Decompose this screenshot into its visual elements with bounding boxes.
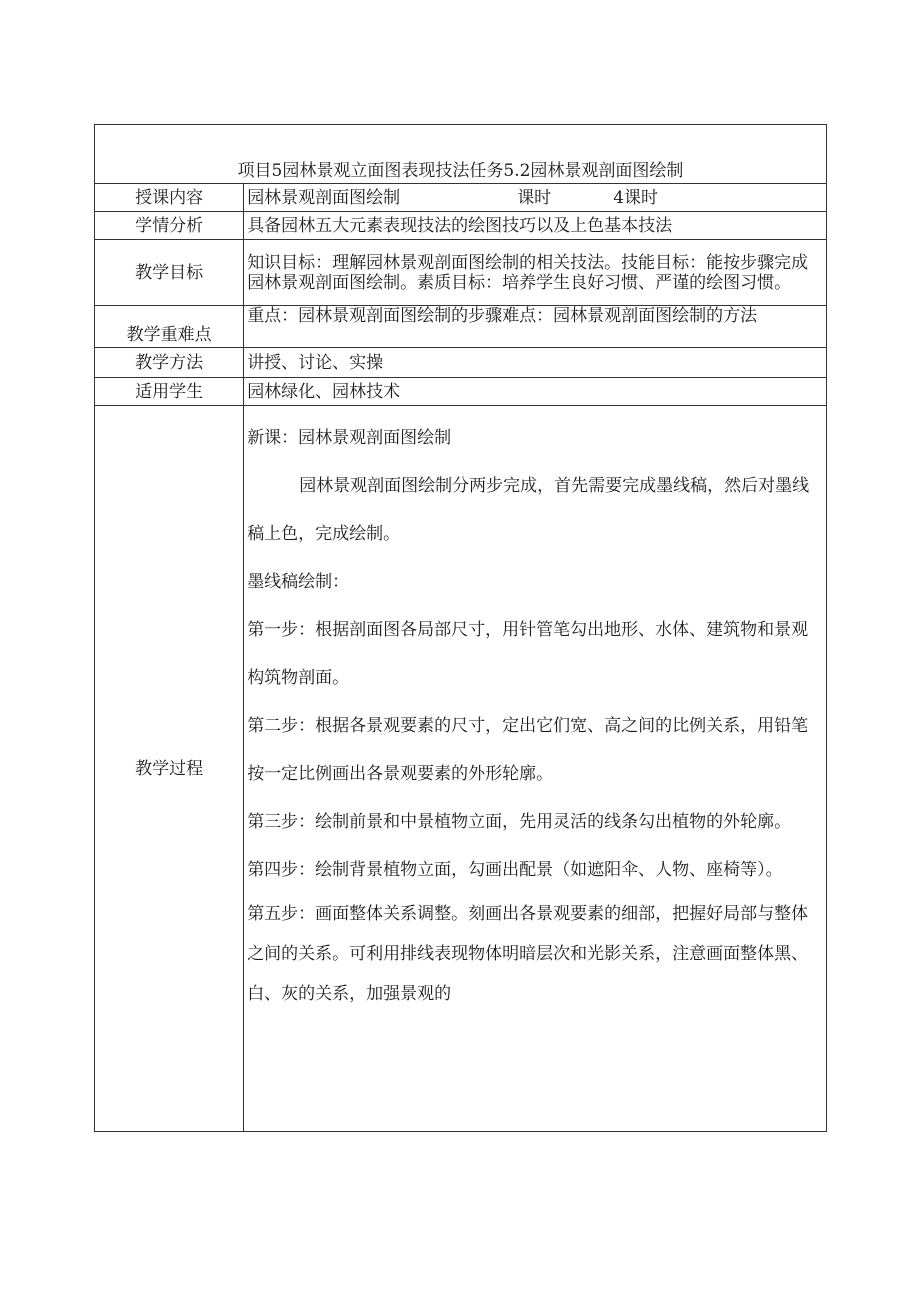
label-analysis: 学情分析 bbox=[95, 212, 244, 240]
row-method bbox=[95, 348, 827, 378]
label-goals: 教学目标 bbox=[95, 240, 244, 306]
method-value: 讲授、讨论、实操 bbox=[244, 348, 827, 378]
process-paragraph: 第三步：绘制前景和中景植物立面，先用灵活的线条勾出植物的外轮廓。 bbox=[247, 812, 792, 832]
document-title: 项目5园林景观立面图表现技法任务5.2园林景观剖面图绘制 bbox=[95, 125, 827, 184]
title-row bbox=[95, 125, 827, 184]
students-value: 园林绿化、园林技术 bbox=[244, 378, 827, 406]
process-paragraph: 第五步：画面整体关系调整。刻画出各景观要素的细部，把握好局部与整体之间的关系。可利用排线表现物体明暗层次和光影关系，注意画面整体黑、白、灰的关系，加强景观的 bbox=[247, 904, 809, 1004]
row-keypoints bbox=[95, 306, 827, 348]
process-paragraph: 第四步：绘制背景植物立面，勾画出配景（如遮阳伞、人物、座椅等）。 bbox=[247, 860, 783, 880]
row-analysis bbox=[95, 212, 827, 240]
process-content bbox=[244, 406, 827, 1132]
process-paragraph: 墨线稿绘制： bbox=[247, 572, 350, 592]
label-method: 教学方法 bbox=[95, 348, 244, 378]
hours-label: 课时 bbox=[517, 187, 552, 208]
row-students bbox=[95, 378, 827, 406]
label-content: 授课内容 bbox=[95, 184, 244, 212]
row-goals bbox=[95, 240, 827, 306]
process-paragraph: 园林景观剖面图绘制分两步完成，首先需要完成墨线稿，然后对墨线稿上色，完成绘制。 bbox=[247, 476, 810, 544]
label-process: 教学过程 bbox=[95, 406, 244, 1132]
process-paragraph: 第一步：根据剖面图各局部尺寸，用针管笔勾出地形、水体、建筑物和景观构筑物剖面。 bbox=[247, 620, 809, 688]
keypoints-value: 重点：园林景观剖面图绘制的步骤难点：园林景观剖面图绘制的方法 bbox=[244, 306, 827, 348]
label-keypoints: 教学重难点 bbox=[95, 306, 244, 348]
label-students: 适用学生 bbox=[95, 378, 244, 406]
process-paragraph: 第二步：根据各景观要素的尺寸，定出它们宽、高之间的比例关系，用铅笔按一定比例画出各景观要素的外形轮廓。 bbox=[247, 716, 809, 784]
lesson-topic: 园林景观剖面图绘制 bbox=[247, 187, 401, 208]
hours-value: 4课时 bbox=[613, 187, 659, 208]
lesson-plan-table bbox=[94, 124, 827, 1132]
goals-value: 知识目标：理解园林景观剖面图绘制的相关技法。技能目标：能按步骤完成园林景观剖面图绘制。素质目标：培养学生良好习惯、严谨的绘图习惯。 bbox=[244, 240, 827, 306]
row-process bbox=[95, 406, 827, 1132]
analysis-value: 具备园林五大元素表现技法的绘图技巧以及上色基本技法 bbox=[244, 212, 827, 240]
process-paragraph: 新课：园林景观剖面图绘制 bbox=[247, 428, 452, 448]
row-content bbox=[95, 184, 827, 212]
